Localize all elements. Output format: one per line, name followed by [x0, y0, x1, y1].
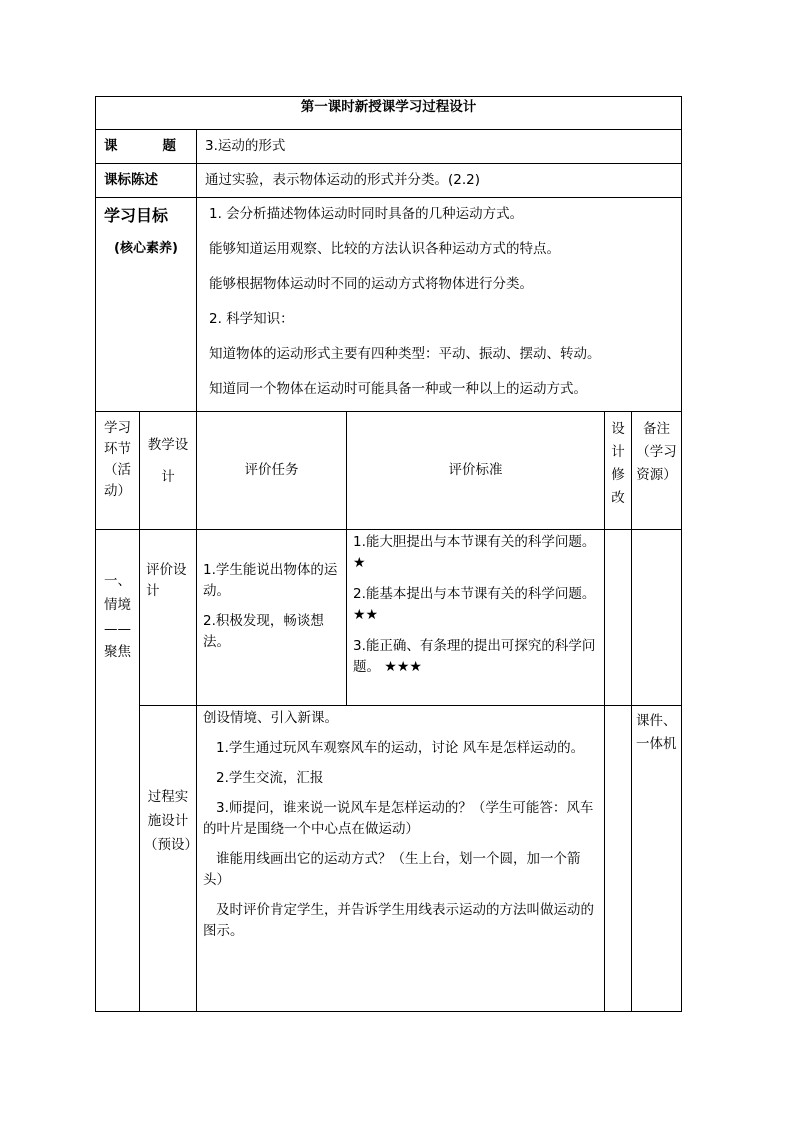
process-item: 2.学生交流，汇报: [216, 770, 324, 787]
topic-label-char-2: 题: [162, 138, 176, 154]
criteria-item: 3.能正确、有条理的提出可探究的科学问题。 ★★★: [353, 637, 596, 675]
process-item: 创设情境、引入新课。: [203, 710, 338, 727]
process-item: 谁能用线画出它的运动方式？（生上台，划一个圆，加一个箭头）: [203, 851, 581, 888]
header-modify: 设计修改: [605, 412, 632, 530]
topic-label-char-1: 课: [104, 138, 118, 154]
section2-design: 过程实施设计（预设）: [140, 706, 197, 1012]
table-title: 第一课时新授课学习过程设计: [96, 97, 682, 130]
star-rating-icon: ★★: [353, 606, 379, 623]
section1-notes: [632, 530, 682, 706]
objective-label-cell: [96, 197, 197, 412]
header-criteria: 评价标准: [347, 412, 605, 530]
section1-design: 评价设计: [140, 530, 197, 706]
criteria-item: 2.能基本提出与本节课有关的科学问题。 ★★: [353, 586, 596, 623]
section1-tasks-cell: [197, 530, 347, 706]
process-item: 3.师提问，谁来说一说风车是怎样运动的？（学生可能答：风车的叶片是围绕一个中心点在做运动）: [203, 800, 594, 838]
star-rating-icon: ★: [353, 555, 366, 572]
objective-sub: (核心素养): [114, 240, 178, 256]
header-notes: 备注（学习资源）: [632, 412, 682, 530]
task-item: 1.学生能说出物体的运动。: [203, 562, 338, 600]
process-item: 1.学生通过玩风车观察风车的运动，讨论 风车是怎样运动的。: [216, 740, 585, 757]
section1-modify: [605, 530, 632, 706]
section2-process-cell: [197, 706, 605, 1012]
standard-label: 课标陈述: [96, 163, 197, 197]
objective-label: 学习目标: [104, 205, 169, 225]
objective-item: 1. 会分析描述物体运动时同时具备的几种运动方式。: [209, 205, 524, 222]
process-item: 及时评价肯定学生，并告诉学生用线表示运动的方法叫做运动的图示。: [203, 901, 594, 939]
star-rating-icon: ★★★: [384, 658, 422, 675]
lesson-design-table: [95, 96, 682, 1012]
section2-notes: 课件、一体机: [632, 706, 682, 1012]
header-design: 教学设计: [140, 412, 197, 530]
objective-item: 能够根据物体运动时不同的运动方式将物体进行分类。: [209, 275, 533, 292]
header-stage: 学习环节（活动）: [96, 412, 140, 530]
topic-value: 3.运动的形式: [197, 130, 682, 164]
topic-label: [96, 130, 197, 164]
objectives-cell: [197, 197, 682, 412]
section1-criteria-cell: [347, 530, 605, 706]
objective-item: 2. 科学知识：: [209, 310, 294, 327]
criteria-item: 1.能大胆提出与本节课有关的科学问题。 ★: [353, 534, 596, 572]
task-item: 2.积极发现，畅谈想法。: [203, 613, 324, 651]
objective-item: 知道同一个物体在运动时可能具备一种或一种以上的运动方式。: [209, 380, 587, 397]
objective-item: 能够知道运用观察、比较的方法认识各种运动方式的特点。: [209, 240, 560, 257]
header-task: 评价任务: [197, 412, 347, 530]
standard-value: 通过实验，表示物体运动的形式并分类。(2.2): [197, 163, 682, 197]
section2-modify: [605, 706, 632, 1012]
objective-item: 知道物体的运动形式主要有四种类型：平动、振动、摆动、转动。: [209, 345, 601, 362]
section1-stage: 一、情境——聚焦: [96, 530, 140, 1012]
